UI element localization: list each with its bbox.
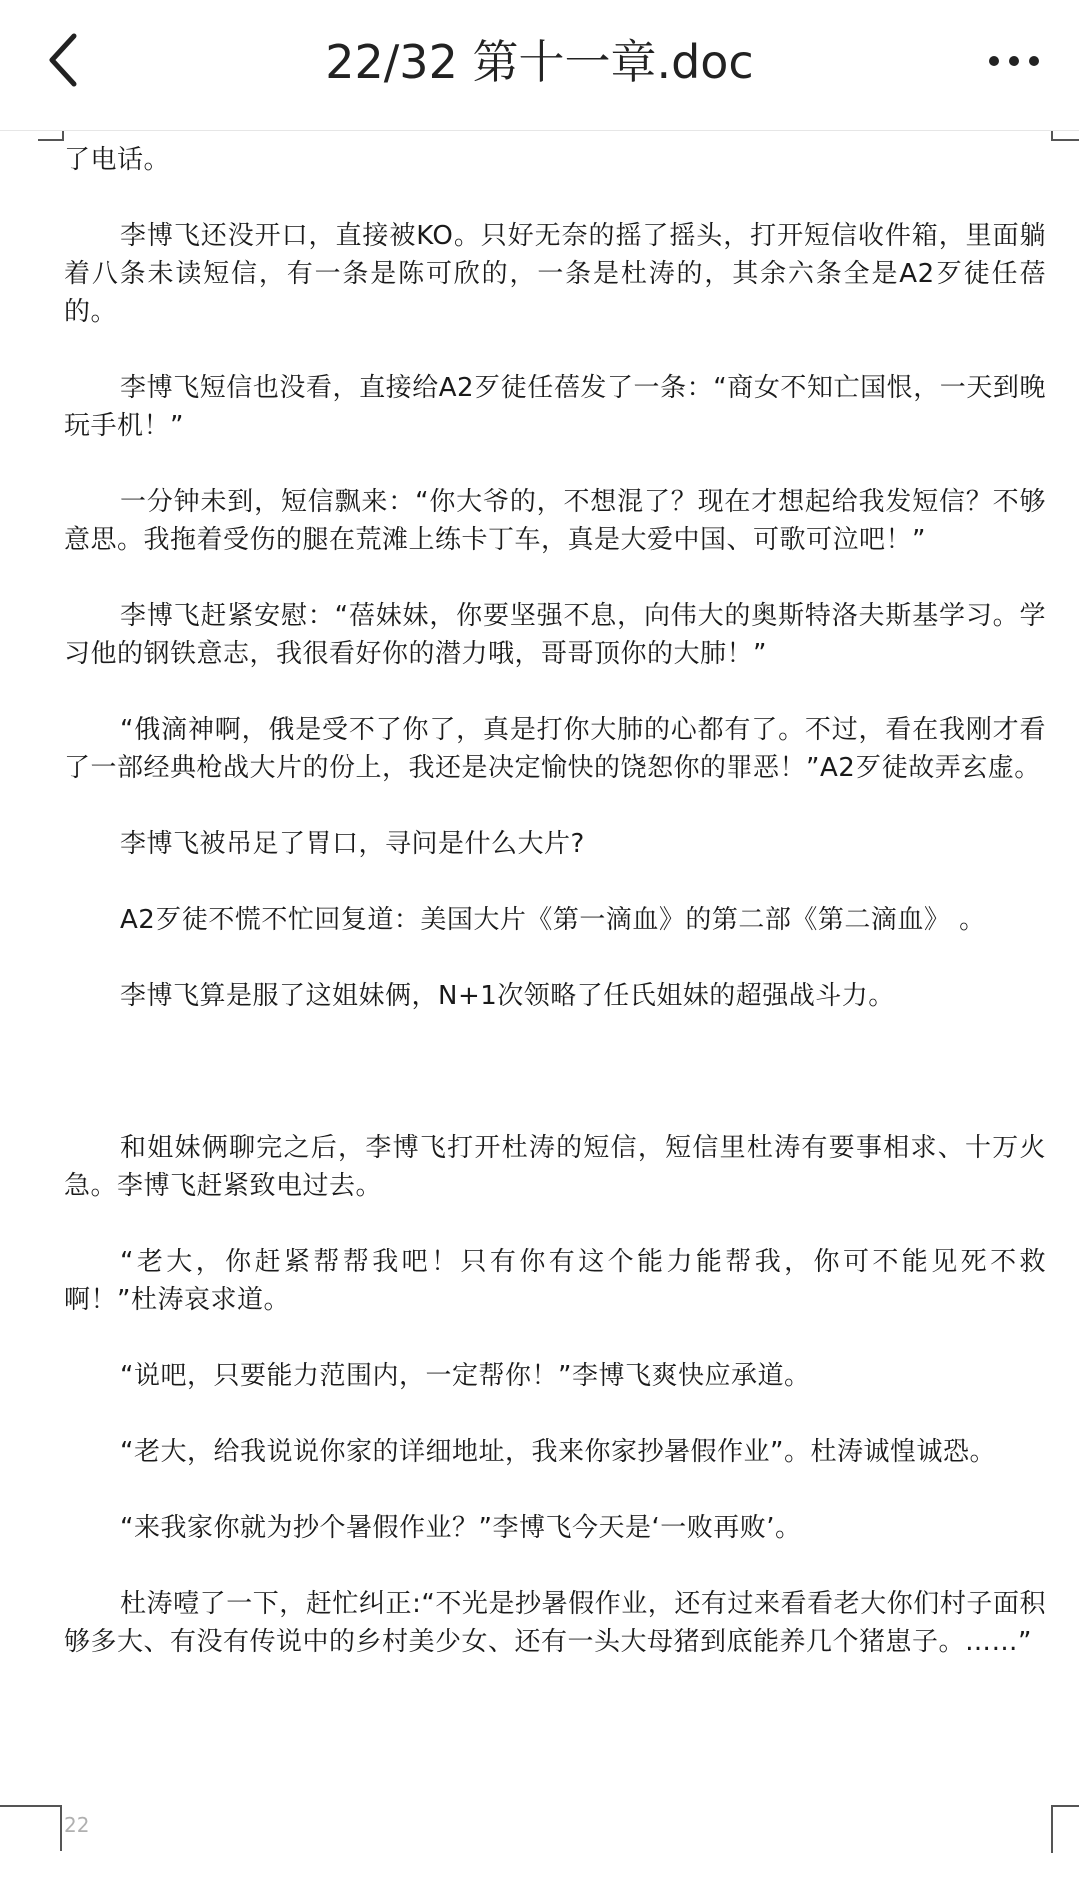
more-horizontal-icon: [989, 56, 999, 66]
page-corner-mark: [1051, 1805, 1079, 1853]
paragraph: 李博飞赶紧安慰：“蓓妹妹，你要坚强不息，向伟大的奥斯特洛夫斯基学习。学习他的钢铁意志，我很看好你的潜力哦，哥哥顶你的大肺！”: [64, 601, 1046, 669]
chevron-left-icon: [40, 28, 100, 92]
document-title: 22/32 第十一章.doc: [325, 35, 754, 89]
paragraph: “来我家你就为抄个暑假作业？”李博飞今天是‘一败再败’。: [120, 1513, 802, 1543]
top-bar: [0, 0, 1079, 131]
paragraph: 了电话。: [64, 145, 171, 175]
back-button[interactable]: [40, 28, 100, 92]
paragraph: “俄滴神啊，俄是受不了你了，真是打你大肺的心都有了。不过，看在我刚才看了一部经典枪战大片的份上，我还是决定愉快的饶恕你的罪恶！”A2歹徒故弄玄虚。: [64, 715, 1046, 783]
more-horizontal-icon: [1029, 56, 1039, 66]
document-body: [64, 141, 1046, 1699]
paragraph: 李博飞算是服了这姐妹俩，N+1次领略了任氏姐妹的超强战斗力。: [120, 981, 895, 1011]
paragraph: 李博飞短信也没看，直接给A2歹徒任蓓发了一条：“商女不知亡国恨，一天到晚玩手机！”: [64, 373, 1046, 441]
paragraph: A2歹徒不慌不忙回复道：美国大片《第一滴血》的第二部《第二滴血》 。: [120, 905, 986, 935]
paragraph: “说吧，只要能力范围内，一定帮你！”李博飞爽快应承道。: [120, 1361, 811, 1391]
paragraph: “老大，给我说说你家的详细地址，我来你家抄暑假作业”。杜涛诚惶诚恐。: [120, 1437, 996, 1467]
page-corner-mark: [38, 131, 64, 141]
page-number: 22: [64, 1813, 90, 1837]
page-corner-mark: [0, 1805, 62, 1853]
paragraph: 李博飞被吊足了胃口，寻问是什么大片?: [120, 829, 585, 859]
paragraph: “老大，你赶紧帮帮我吧！只有你有这个能力能帮我，你可不能见死不救啊！”杜涛哀求道。: [64, 1247, 1046, 1315]
section-gap: [64, 1053, 1046, 1129]
paragraph: 和姐妹俩聊完之后，李博飞打开杜涛的短信，短信里杜涛有要事相求、十万火急。李博飞赶紧致电过去。: [64, 1133, 1046, 1201]
more-options-button[interactable]: [979, 40, 1049, 80]
page-corner-mark: [1051, 131, 1079, 141]
document-page[interactable]: [0, 131, 1079, 1904]
paragraph: 一分钟未到，短信飘来：“你大爷的，不想混了？现在才想起给我发短信？不够意思。我拖着受伤的腿在荒滩上练卡丁车，真是大爱中国、可歌可泣吧！”: [64, 487, 1046, 555]
paragraph: 杜涛噎了一下，赶忙纠正:“不光是抄暑假作业，还有过来看看老大你们村子面积够多大、有没有传说中的乡村美少女、还有一头大母猪到底能养几个猪崽子。……”: [64, 1589, 1046, 1657]
paragraph: 李博飞还没开口，直接被KO。只好无奈的摇了摇头，打开短信收件箱，里面躺着八条未读短信，有一条是陈可欣的，一条是杜涛的，其余六条全是A2歹徒任蓓的。: [64, 221, 1046, 327]
more-horizontal-icon: [1009, 56, 1019, 66]
